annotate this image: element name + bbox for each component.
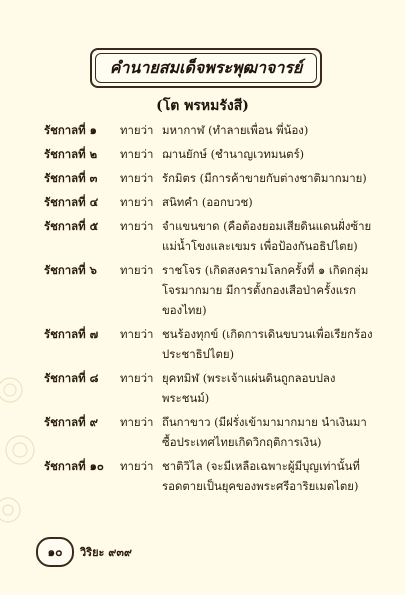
reign-label: รัชกาลที่ ๕ [44, 219, 99, 233]
prophecy-text: รักมิตร (มีการค้าขายกับต่างชาติมากมาย) [162, 171, 367, 185]
list-item [44, 216, 374, 256]
verb: ทายว่า [120, 327, 154, 341]
prophecy-text: ราชโจร (เกิดสงครามโลกครั้งที่ ๑ เกิดกลุ่มโจรมากมาย มีการตั้งกองเสือป่าครั้งแรกของไทย) [162, 263, 369, 317]
prophecy-text: สนิทคำ (ออกบวช) [162, 195, 253, 209]
page-subtitle: (โต พรหมรังสี) [156, 98, 249, 114]
verb: ทายว่า [120, 371, 154, 385]
page-title: คำนายสมเด็จพระพุฒาจารย์ [109, 57, 303, 77]
verb: ทายว่า [120, 415, 154, 429]
reign-label: รัชกาลที่ ๑ [44, 123, 97, 137]
reign-label: รัชกาลที่ ๔ [44, 195, 99, 209]
verb: ทายว่า [120, 195, 154, 209]
prophecy-text: ฌานยักษ์ (ชำนาญเวทมนตร์) [162, 147, 305, 161]
list-item [44, 368, 374, 408]
prophecy-text: จำแขนขาด (คือต้องยอมเสียดินแดนฝั่งซ้ายแม่น้ำโขงและเขมร เพื่อป้องกันอธิปไตย) [162, 219, 372, 253]
reign-label: รัชกาลที่ ๗ [44, 327, 99, 341]
verb: ทายว่า [120, 459, 154, 473]
reign-label: รัชกาลที่ ๘ [44, 371, 99, 385]
prophecy-list [44, 120, 374, 500]
list-item [44, 144, 374, 164]
list-item [44, 260, 374, 320]
prophecy-text: ชาติวิไล (จะมีเหลือเฉพาะผู้มีบุญเท่านั้นที่รอดตายเป็นยุคของพระศรีอาริยเมตไตย) [162, 459, 360, 493]
list-item [44, 324, 374, 364]
prophecy-text: ยุคทมิฬ (พระเจ้าแผ่นดินถูกลอบปลงพระชนม์) [162, 371, 336, 405]
verb: ทายว่า [120, 219, 154, 233]
title-frame [90, 48, 322, 88]
list-item [44, 168, 374, 188]
reign-label: รัชกาลที่ ๒ [44, 147, 98, 161]
reign-label: รัชกาลที่ ๑๐ [44, 459, 104, 473]
prophecy-text: มหากาฬ (ทำลายเพื่อน พี่น้อง) [162, 123, 309, 137]
footer [36, 537, 132, 567]
floral-ornament-icon [0, 360, 40, 560]
list-item [44, 412, 374, 452]
list-item [44, 456, 374, 496]
verb: ทายว่า [120, 171, 154, 185]
list-item [44, 120, 374, 140]
list-item [44, 192, 374, 212]
page-number: ๑๐ [36, 537, 74, 567]
verb: ทายว่า [120, 263, 154, 277]
prophecy-text: ชนร้องทุกข์ (เกิดการเดินขบวนเพื่อเรียกร้องประชาธิปไตย) [162, 327, 373, 361]
reign-label: รัชกาลที่ ๓ [44, 171, 98, 185]
reign-label: รัชกาลที่ ๖ [44, 263, 97, 277]
verb: ทายว่า [120, 123, 154, 137]
book-label: วิริยะ ๙๓๙ [80, 546, 132, 559]
reign-label: รัชกาลที่ ๙ [44, 415, 98, 429]
verb: ทายว่า [120, 147, 154, 161]
prophecy-text: ถึนกาขาว (มีฝรั่งเข้ามามากมาย นำเงินมาซื้อประเทศไทยเกิดวิกฤติการเงิน) [162, 415, 367, 449]
